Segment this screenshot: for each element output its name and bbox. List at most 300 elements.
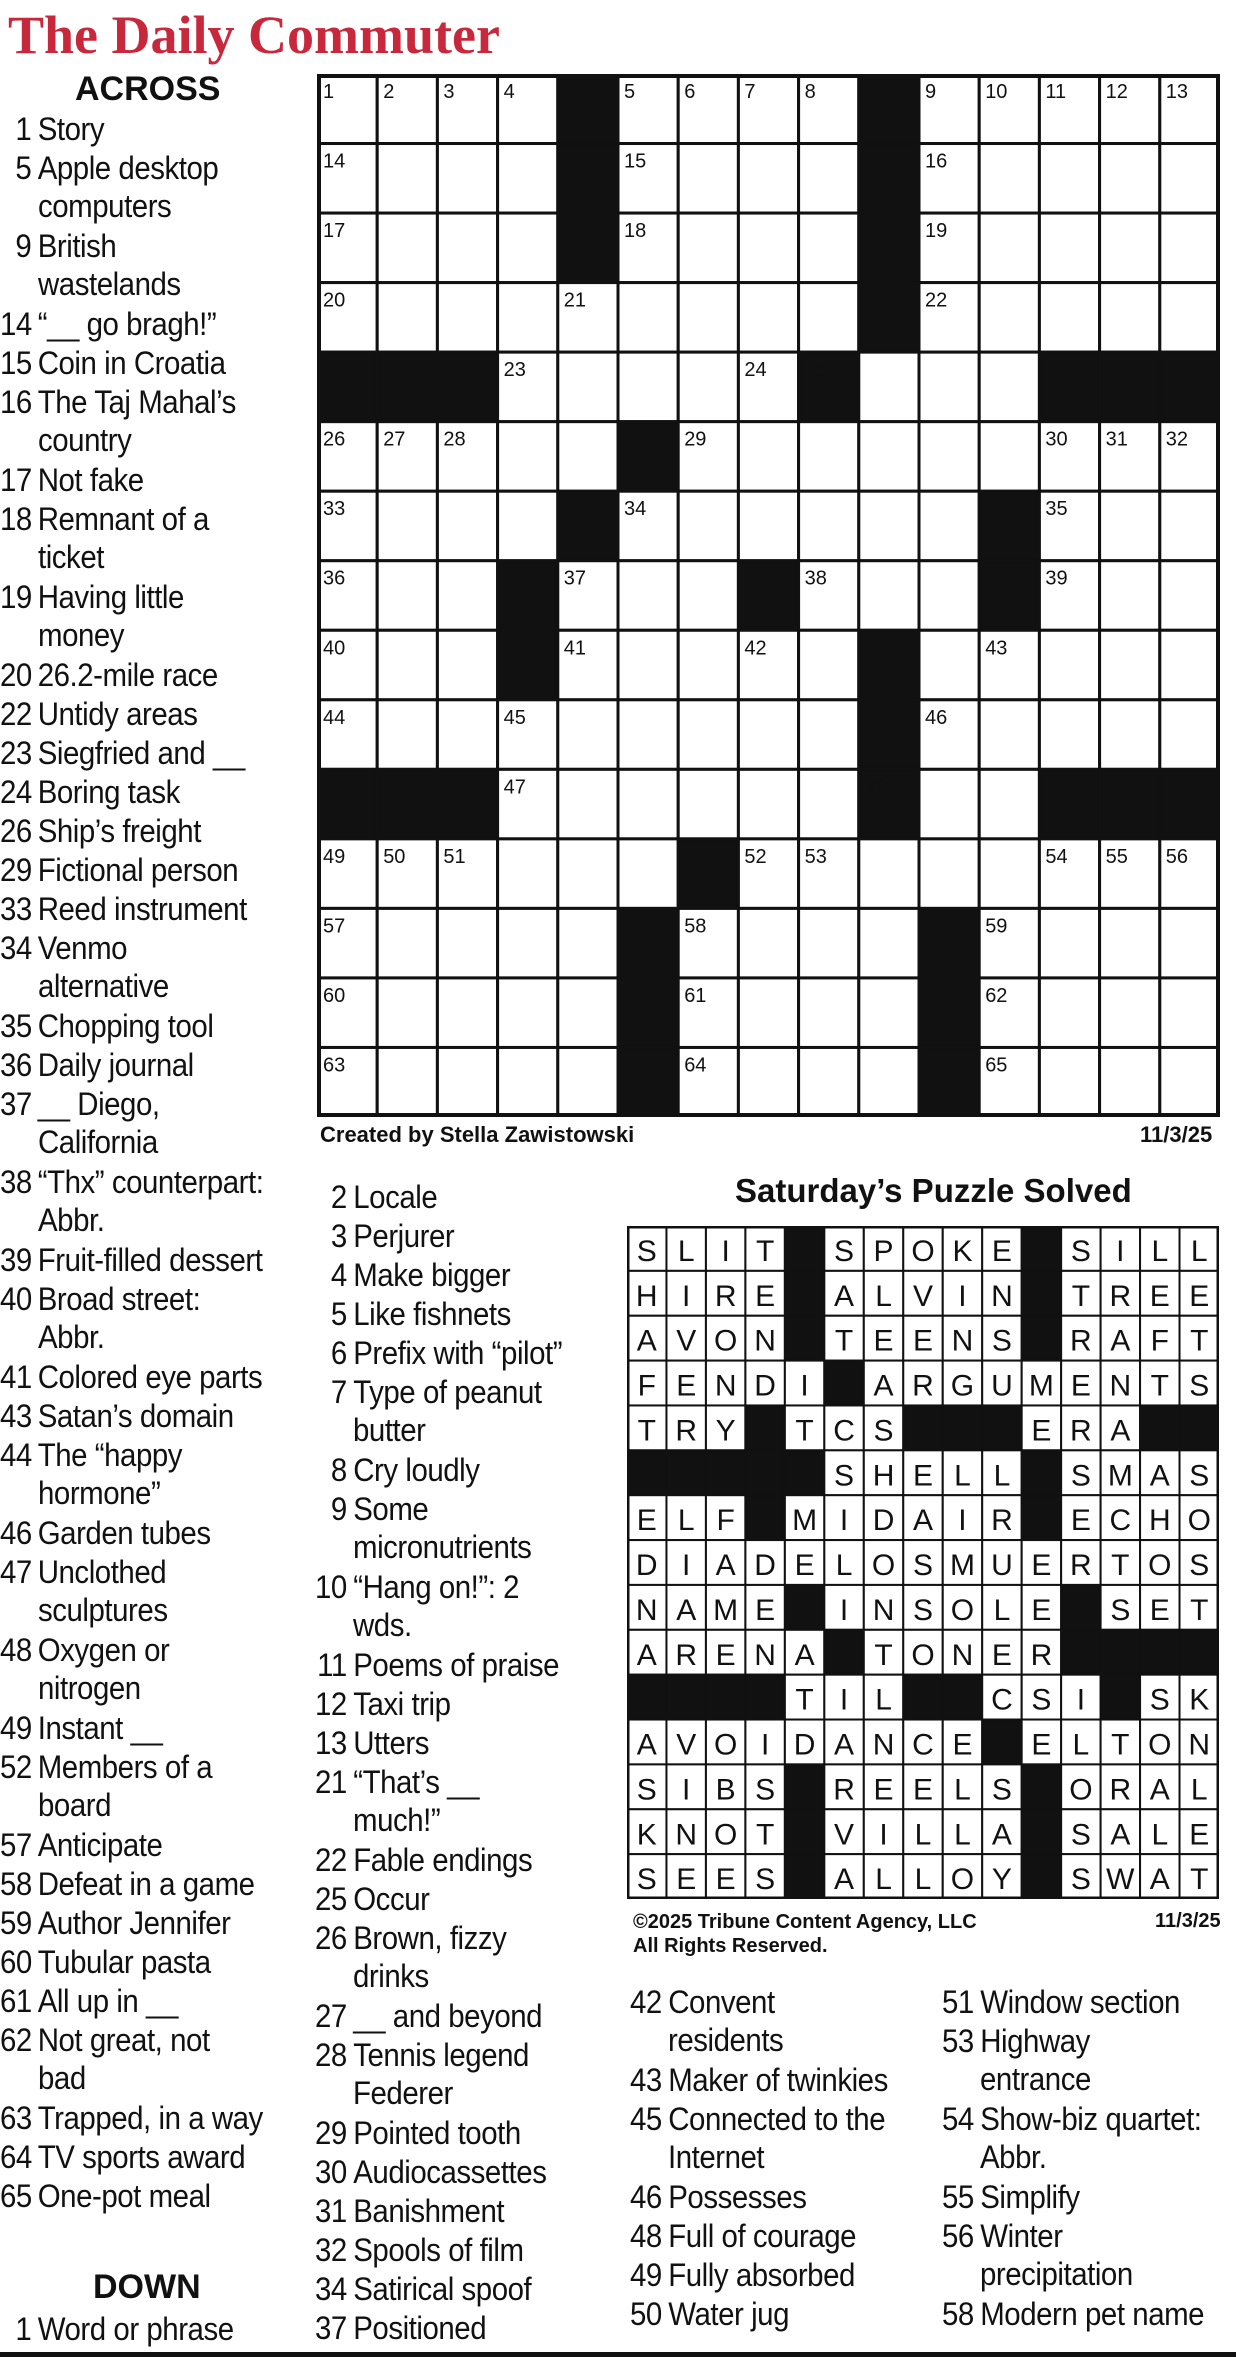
grid-cell[interactable] <box>678 144 738 214</box>
grid-cell[interactable] <box>1100 700 1160 770</box>
grid-cell[interactable] <box>558 769 618 839</box>
grid-cell[interactable] <box>498 422 558 492</box>
solution-letter: A <box>794 1638 815 1672</box>
cell-number: 4 <box>503 81 515 103</box>
grid-cell[interactable] <box>437 978 497 1048</box>
grid-cell[interactable] <box>437 908 497 978</box>
clue-text-continued: hormone” <box>37 1475 161 1511</box>
grid-cell[interactable] <box>1100 1047 1160 1117</box>
grid-cell[interactable] <box>1039 630 1099 700</box>
grid-cell[interactable] <box>1039 213 1099 283</box>
clue-text: Not great, not <box>37 2022 210 2058</box>
black-square <box>979 561 1039 631</box>
across-clue <box>0 344 226 383</box>
cell-number: 64 <box>684 1054 707 1077</box>
black-square <box>618 1047 678 1117</box>
down-clue <box>310 1490 428 1529</box>
solution-title: Saturday’s Puzzle Solved <box>735 1172 1132 1209</box>
clue-number: 58 <box>941 2296 974 2332</box>
grid-cell[interactable] <box>437 630 497 700</box>
grid-cell[interactable] <box>859 561 919 631</box>
grid-cell[interactable] <box>738 769 798 839</box>
solution-black-square <box>706 1675 745 1720</box>
solution-letter: R <box>912 1369 934 1403</box>
clue-number: 28 <box>314 2037 347 2073</box>
clue-text: Members of a <box>37 1749 213 1785</box>
clue-text: Highway <box>980 2023 1090 2059</box>
solution-letter: E <box>636 1504 657 1538</box>
grid-cell[interactable] <box>738 700 798 770</box>
grid-cell[interactable] <box>377 213 437 283</box>
down-clue <box>0 2310 234 2349</box>
down-clue <box>310 1646 559 1685</box>
grid-cell[interactable] <box>859 1047 919 1117</box>
grid-cell[interactable] <box>1160 561 1220 631</box>
grid-cell[interactable] <box>678 769 738 839</box>
across-clue <box>0 851 238 890</box>
grid-cell[interactable] <box>738 908 798 978</box>
crossword-grid[interactable] <box>317 74 1220 1117</box>
grid-cell[interactable] <box>919 422 979 492</box>
bottom-rule <box>0 2352 1236 2357</box>
clue-number: 1 <box>15 111 32 147</box>
clue-text: Like fishnets <box>353 1296 511 1332</box>
clue-number: 32 <box>314 2232 347 2268</box>
grid-cell[interactable] <box>799 908 859 978</box>
grid-cell[interactable] <box>437 700 497 770</box>
clue-text: Simplify <box>980 2179 1080 2215</box>
black-square <box>558 74 618 144</box>
grid-cell[interactable] <box>618 839 678 909</box>
grid-cell[interactable] <box>859 491 919 561</box>
grid-cell[interactable] <box>979 700 1039 770</box>
cell-number: 26 <box>323 428 346 451</box>
clue-text: Utters <box>353 1725 429 1761</box>
grid-cell[interactable] <box>377 144 437 214</box>
black-square <box>377 769 437 839</box>
cell-number: 16 <box>925 150 948 173</box>
grid-cell[interactable] <box>919 352 979 422</box>
clue-text: Having little <box>37 579 184 615</box>
grid-cell[interactable] <box>1100 561 1160 631</box>
cell-number: 50 <box>383 845 406 868</box>
cell-number: 21 <box>563 289 587 312</box>
black-square <box>558 213 618 283</box>
grid-cell[interactable] <box>558 839 618 909</box>
cell-number: 31 <box>1105 428 1128 451</box>
across-clue <box>0 1709 162 1748</box>
cell-number: 60 <box>323 984 346 1007</box>
grid-cell[interactable] <box>1160 700 1220 770</box>
grid-cell[interactable] <box>498 839 558 909</box>
clue-number: 29 <box>314 2115 347 2151</box>
grid-cell[interactable] <box>738 213 798 283</box>
solution-black-square <box>745 1405 784 1450</box>
clue-text: Fruit-filled dessert <box>37 1242 263 1278</box>
grid-cell[interactable] <box>799 700 859 770</box>
solution-letter: N <box>872 1728 895 1762</box>
solution-black-square <box>1180 1630 1219 1675</box>
clue-number: 7 <box>330 1374 347 1410</box>
solution-letter: E <box>873 1324 894 1358</box>
solution-letter: L <box>993 1459 1011 1493</box>
solution-letter: N <box>635 1593 658 1627</box>
grid-cell[interactable] <box>498 908 558 978</box>
solution-letter: C <box>912 1728 934 1762</box>
cell-number: 34 <box>624 498 647 521</box>
clue-text: __ Diego, <box>37 1086 160 1122</box>
cell-number: 2 <box>383 81 395 103</box>
solution-letter: S <box>991 1773 1012 1807</box>
grid-cell[interactable] <box>1100 283 1160 353</box>
grid-cell[interactable] <box>437 1047 497 1117</box>
solution-letter: E <box>1189 1279 1210 1313</box>
grid-cell[interactable] <box>618 561 678 631</box>
solution-black-square <box>1180 1405 1219 1450</box>
grid-cell[interactable] <box>979 352 1039 422</box>
grid-cell[interactable] <box>1100 491 1160 561</box>
solution-letter: E <box>715 1638 736 1672</box>
solution-letter: S <box>1149 1683 1170 1717</box>
solution-letter: C <box>1109 1504 1132 1538</box>
clue-text: “That’s __ <box>353 1764 480 1800</box>
grid-cell[interactable] <box>437 491 497 561</box>
cell-number: 23 <box>503 359 526 382</box>
solution-letter: E <box>1031 1593 1052 1627</box>
grid-cell[interactable] <box>498 283 558 353</box>
solution-letter: S <box>636 1234 657 1268</box>
grid-cell[interactable] <box>799 213 859 283</box>
solution-letter: H <box>872 1459 895 1493</box>
clue-text: Pointed tooth <box>353 2115 521 2151</box>
down-clue <box>625 2256 855 2295</box>
grid-cell[interactable] <box>1160 213 1220 283</box>
solution-letter: L <box>954 1459 971 1493</box>
grid-cell[interactable] <box>1039 1047 1099 1117</box>
grid-cell[interactable] <box>1100 908 1160 978</box>
grid-cell[interactable] <box>1160 908 1220 978</box>
grid-cell[interactable] <box>498 1047 558 1117</box>
black-square <box>498 561 558 631</box>
clue-text: Apple desktop <box>37 150 219 186</box>
clue-number: 40 <box>0 1281 32 1317</box>
clue-number: 42 <box>629 1984 662 2020</box>
grid-cell[interactable] <box>1039 144 1099 214</box>
across-clue <box>0 1163 263 1202</box>
solution-letter: N <box>1109 1369 1132 1403</box>
grid-cell[interactable] <box>1039 283 1099 353</box>
grid-cell[interactable] <box>799 283 859 353</box>
grid-cell[interactable] <box>979 144 1039 214</box>
clue-text: Coin in Croatia <box>37 345 226 381</box>
cell-number: 9 <box>925 81 937 103</box>
clue-text-continued: micronutrients <box>353 1529 532 1565</box>
grid-cell[interactable] <box>738 283 798 353</box>
solution-letter: A <box>834 1279 855 1313</box>
solution-letter: A <box>991 1818 1012 1852</box>
grid-cell[interactable] <box>377 491 437 561</box>
solution-grid <box>627 1226 1219 1899</box>
grid-cell[interactable] <box>1100 144 1160 214</box>
grid-cell[interactable] <box>979 769 1039 839</box>
grid-cell[interactable] <box>799 144 859 214</box>
clue-text: Positioned <box>353 2310 487 2346</box>
grid-cell[interactable] <box>799 491 859 561</box>
clue-number: 9 <box>15 228 32 264</box>
clue-text-continued: money <box>37 617 124 653</box>
black-square <box>377 352 437 422</box>
clue-text: Poems of praise <box>353 1647 560 1683</box>
grid-cell[interactable] <box>377 630 437 700</box>
grid-cell[interactable] <box>678 213 738 283</box>
clue-text: “Thx” counterpart: <box>37 1164 264 1200</box>
grid-cell[interactable] <box>618 630 678 700</box>
clue-text: Audiocassettes <box>353 2154 547 2190</box>
solution-letter: A <box>834 1863 855 1897</box>
grid-cell[interactable] <box>859 422 919 492</box>
solution-letter: S <box>1070 1234 1091 1268</box>
black-square <box>919 978 979 1048</box>
clue-text: Make bigger <box>353 1257 511 1293</box>
grid-cell[interactable] <box>919 839 979 909</box>
solution-letter: O <box>911 1638 935 1672</box>
clue-number: 45 <box>629 2101 662 2137</box>
solution-letter: R <box>675 1414 698 1448</box>
clue-text-continued: alternative <box>37 968 169 1004</box>
cell-number: 37 <box>563 567 587 590</box>
solution-letter: R <box>1070 1324 1092 1358</box>
clue-text: Window section <box>980 1984 1180 2020</box>
grid-cell[interactable] <box>377 561 437 631</box>
solution-letter: S <box>1189 1459 1210 1493</box>
black-square <box>437 352 497 422</box>
solution-black-square <box>1061 1585 1100 1630</box>
clue-number: 13 <box>314 1725 347 1761</box>
grid-cell[interactable] <box>738 422 798 492</box>
grid-cell[interactable] <box>859 908 919 978</box>
solution-letter: L <box>677 1234 695 1268</box>
clue-number: 34 <box>314 2271 347 2307</box>
grid-cell[interactable] <box>678 700 738 770</box>
clue-text: Anticipate <box>37 1827 163 1863</box>
grid-cell[interactable] <box>738 978 798 1048</box>
grid-cell[interactable] <box>738 491 798 561</box>
grid-cell[interactable] <box>1100 630 1160 700</box>
solution-letter: N <box>991 1279 1013 1313</box>
grid-cell[interactable] <box>799 630 859 700</box>
grid-cell[interactable] <box>558 352 618 422</box>
grid-cell[interactable] <box>919 491 979 561</box>
grid-cell[interactable] <box>1160 283 1220 353</box>
grid-cell[interactable] <box>1039 700 1099 770</box>
grid-cell[interactable] <box>558 1047 618 1117</box>
grid-cell[interactable] <box>1039 908 1099 978</box>
grid-cell[interactable] <box>377 908 437 978</box>
clue-number: 60 <box>0 1944 32 1980</box>
clue-number: 49 <box>629 2257 662 2293</box>
solution-letter: O <box>713 1728 738 1762</box>
grid-cell[interactable] <box>377 700 437 770</box>
clue-number: 38 <box>0 1164 32 1200</box>
clue-text-continued: board <box>37 1787 111 1823</box>
clue-number: 6 <box>330 1335 347 1371</box>
clue-text-continued: computers <box>37 188 172 224</box>
grid-cell[interactable] <box>498 491 558 561</box>
grid-cell[interactable] <box>558 978 618 1048</box>
clue-text: 26.2-mile race <box>37 657 218 693</box>
clue-text: Modern pet name <box>980 2296 1205 2332</box>
grid-cell[interactable] <box>979 283 1039 353</box>
grid-cell[interactable] <box>618 700 678 770</box>
solution-letter: O <box>1148 1728 1172 1762</box>
across-clue <box>0 149 218 188</box>
across-clue <box>0 773 180 812</box>
clue-number: 5 <box>330 1296 347 1332</box>
grid-cell[interactable] <box>979 213 1039 283</box>
solution-black-square <box>627 1675 666 1720</box>
clue-number: 18 <box>0 501 32 537</box>
solution-letter: E <box>1031 1414 1052 1448</box>
black-square <box>1160 769 1220 839</box>
cell-number: 43 <box>985 637 1008 660</box>
solution-letter: S <box>1189 1369 1210 1403</box>
grid-cell[interactable] <box>859 839 919 909</box>
down-clue <box>310 2309 486 2348</box>
black-square <box>919 908 979 978</box>
grid-cell[interactable] <box>919 630 979 700</box>
clue-number: 27 <box>314 1998 347 2034</box>
black-square <box>618 978 678 1048</box>
clue-text: Some <box>353 1491 429 1527</box>
down-clue <box>310 2153 546 2192</box>
grid-cell[interactable] <box>437 144 497 214</box>
solution-letter: L <box>914 1818 932 1852</box>
across-clue <box>0 1436 182 1475</box>
grid-cell[interactable] <box>618 283 678 353</box>
grid-cell[interactable] <box>678 283 738 353</box>
clue-text-continued: California <box>37 1124 158 1160</box>
grid-cell[interactable] <box>738 1047 798 1117</box>
clue-text-continued: sculptures <box>37 1592 168 1628</box>
clue-text: Venmo <box>37 930 128 966</box>
grid-cell[interactable] <box>678 561 738 631</box>
down-clue <box>310 1724 429 1763</box>
down-clue <box>625 2178 806 2217</box>
black-square <box>558 491 618 561</box>
black-square <box>1100 769 1160 839</box>
grid-cell[interactable] <box>678 630 738 700</box>
grid-cell[interactable] <box>1039 978 1099 1048</box>
solution-letter: I <box>721 1234 730 1268</box>
grid-cell[interactable] <box>979 839 1039 909</box>
grid-cell[interactable] <box>558 422 618 492</box>
clue-number: 3 <box>330 1218 347 1254</box>
cell-number: 46 <box>925 706 948 729</box>
across-clue <box>0 383 236 422</box>
down-clue <box>625 2061 888 2100</box>
grid-cell[interactable] <box>1160 1047 1220 1117</box>
grid-cell[interactable] <box>618 769 678 839</box>
clue-text: Oxygen or <box>37 1632 170 1668</box>
solution-letter: L <box>914 1863 932 1897</box>
clue-number: 29 <box>0 852 32 888</box>
grid-cell[interactable] <box>1160 144 1220 214</box>
down-clue <box>310 2114 521 2153</box>
black-square <box>618 908 678 978</box>
grid-cell[interactable] <box>618 352 678 422</box>
grid-cell[interactable] <box>1160 978 1220 1048</box>
solution-letter: L <box>875 1863 892 1897</box>
solution-letter: I <box>760 1728 770 1762</box>
clue-number: 36 <box>0 1047 32 1083</box>
solution-letter: E <box>755 1279 776 1313</box>
grid-cell[interactable] <box>859 978 919 1048</box>
grid-cell[interactable] <box>377 283 437 353</box>
clue-text-continued: country <box>37 422 132 458</box>
grid-cell[interactable] <box>979 422 1039 492</box>
cell-number: 47 <box>503 776 526 799</box>
grid-cell[interactable] <box>799 978 859 1048</box>
solution-letter: E <box>1070 1504 1091 1538</box>
grid-cell[interactable] <box>377 1047 437 1117</box>
clue-number: 37 <box>0 1086 32 1122</box>
grid-cell[interactable] <box>498 978 558 1048</box>
solution-letter: O <box>950 1593 975 1627</box>
clue-text: The “happy <box>37 1437 183 1473</box>
grid-cell[interactable] <box>437 213 497 283</box>
grid-cell[interactable] <box>498 144 558 214</box>
solution-letter: N <box>675 1818 698 1852</box>
grid-cell[interactable] <box>437 561 497 631</box>
cell-number: 58 <box>684 915 707 938</box>
grid-cell[interactable] <box>678 352 738 422</box>
grid-cell[interactable] <box>558 908 618 978</box>
grid-cell[interactable] <box>738 144 798 214</box>
grid-cell[interactable] <box>919 561 979 631</box>
solution-letter: S <box>873 1414 894 1448</box>
grid-cell[interactable] <box>437 283 497 353</box>
solution-letter: V <box>912 1279 934 1313</box>
clue-text-continued: drinks <box>353 1958 430 1994</box>
grid-cell[interactable] <box>1100 213 1160 283</box>
grid-cell[interactable] <box>799 769 859 839</box>
grid-cell[interactable] <box>498 213 558 283</box>
grid-cell[interactable] <box>1160 630 1220 700</box>
solution-letter: I <box>839 1593 849 1627</box>
solution-letter: N <box>1188 1728 1211 1762</box>
grid-cell[interactable] <box>799 1047 859 1117</box>
solution-letter: T <box>1111 1549 1130 1583</box>
down-clue <box>310 2036 529 2075</box>
puzzle-date: 11/3/25 <box>1140 1122 1213 1147</box>
solution-letter: E <box>1149 1593 1170 1627</box>
solution-letter: A <box>636 1324 657 1358</box>
grid-cell[interactable] <box>678 491 738 561</box>
clue-number: 44 <box>0 1437 32 1473</box>
grid-cell[interactable] <box>799 422 859 492</box>
grid-cell[interactable] <box>1160 491 1220 561</box>
grid-cell[interactable] <box>1100 978 1160 1048</box>
grid-cell[interactable] <box>859 352 919 422</box>
grid-cell[interactable] <box>558 700 618 770</box>
cell-number: 53 <box>804 845 827 868</box>
cell-number: 52 <box>744 845 767 868</box>
solution-letter: S <box>1031 1683 1052 1717</box>
grid-cell[interactable] <box>919 769 979 839</box>
solution-letter: E <box>912 1324 934 1358</box>
solution-black-square <box>943 1405 982 1450</box>
grid-cell[interactable] <box>377 978 437 1048</box>
